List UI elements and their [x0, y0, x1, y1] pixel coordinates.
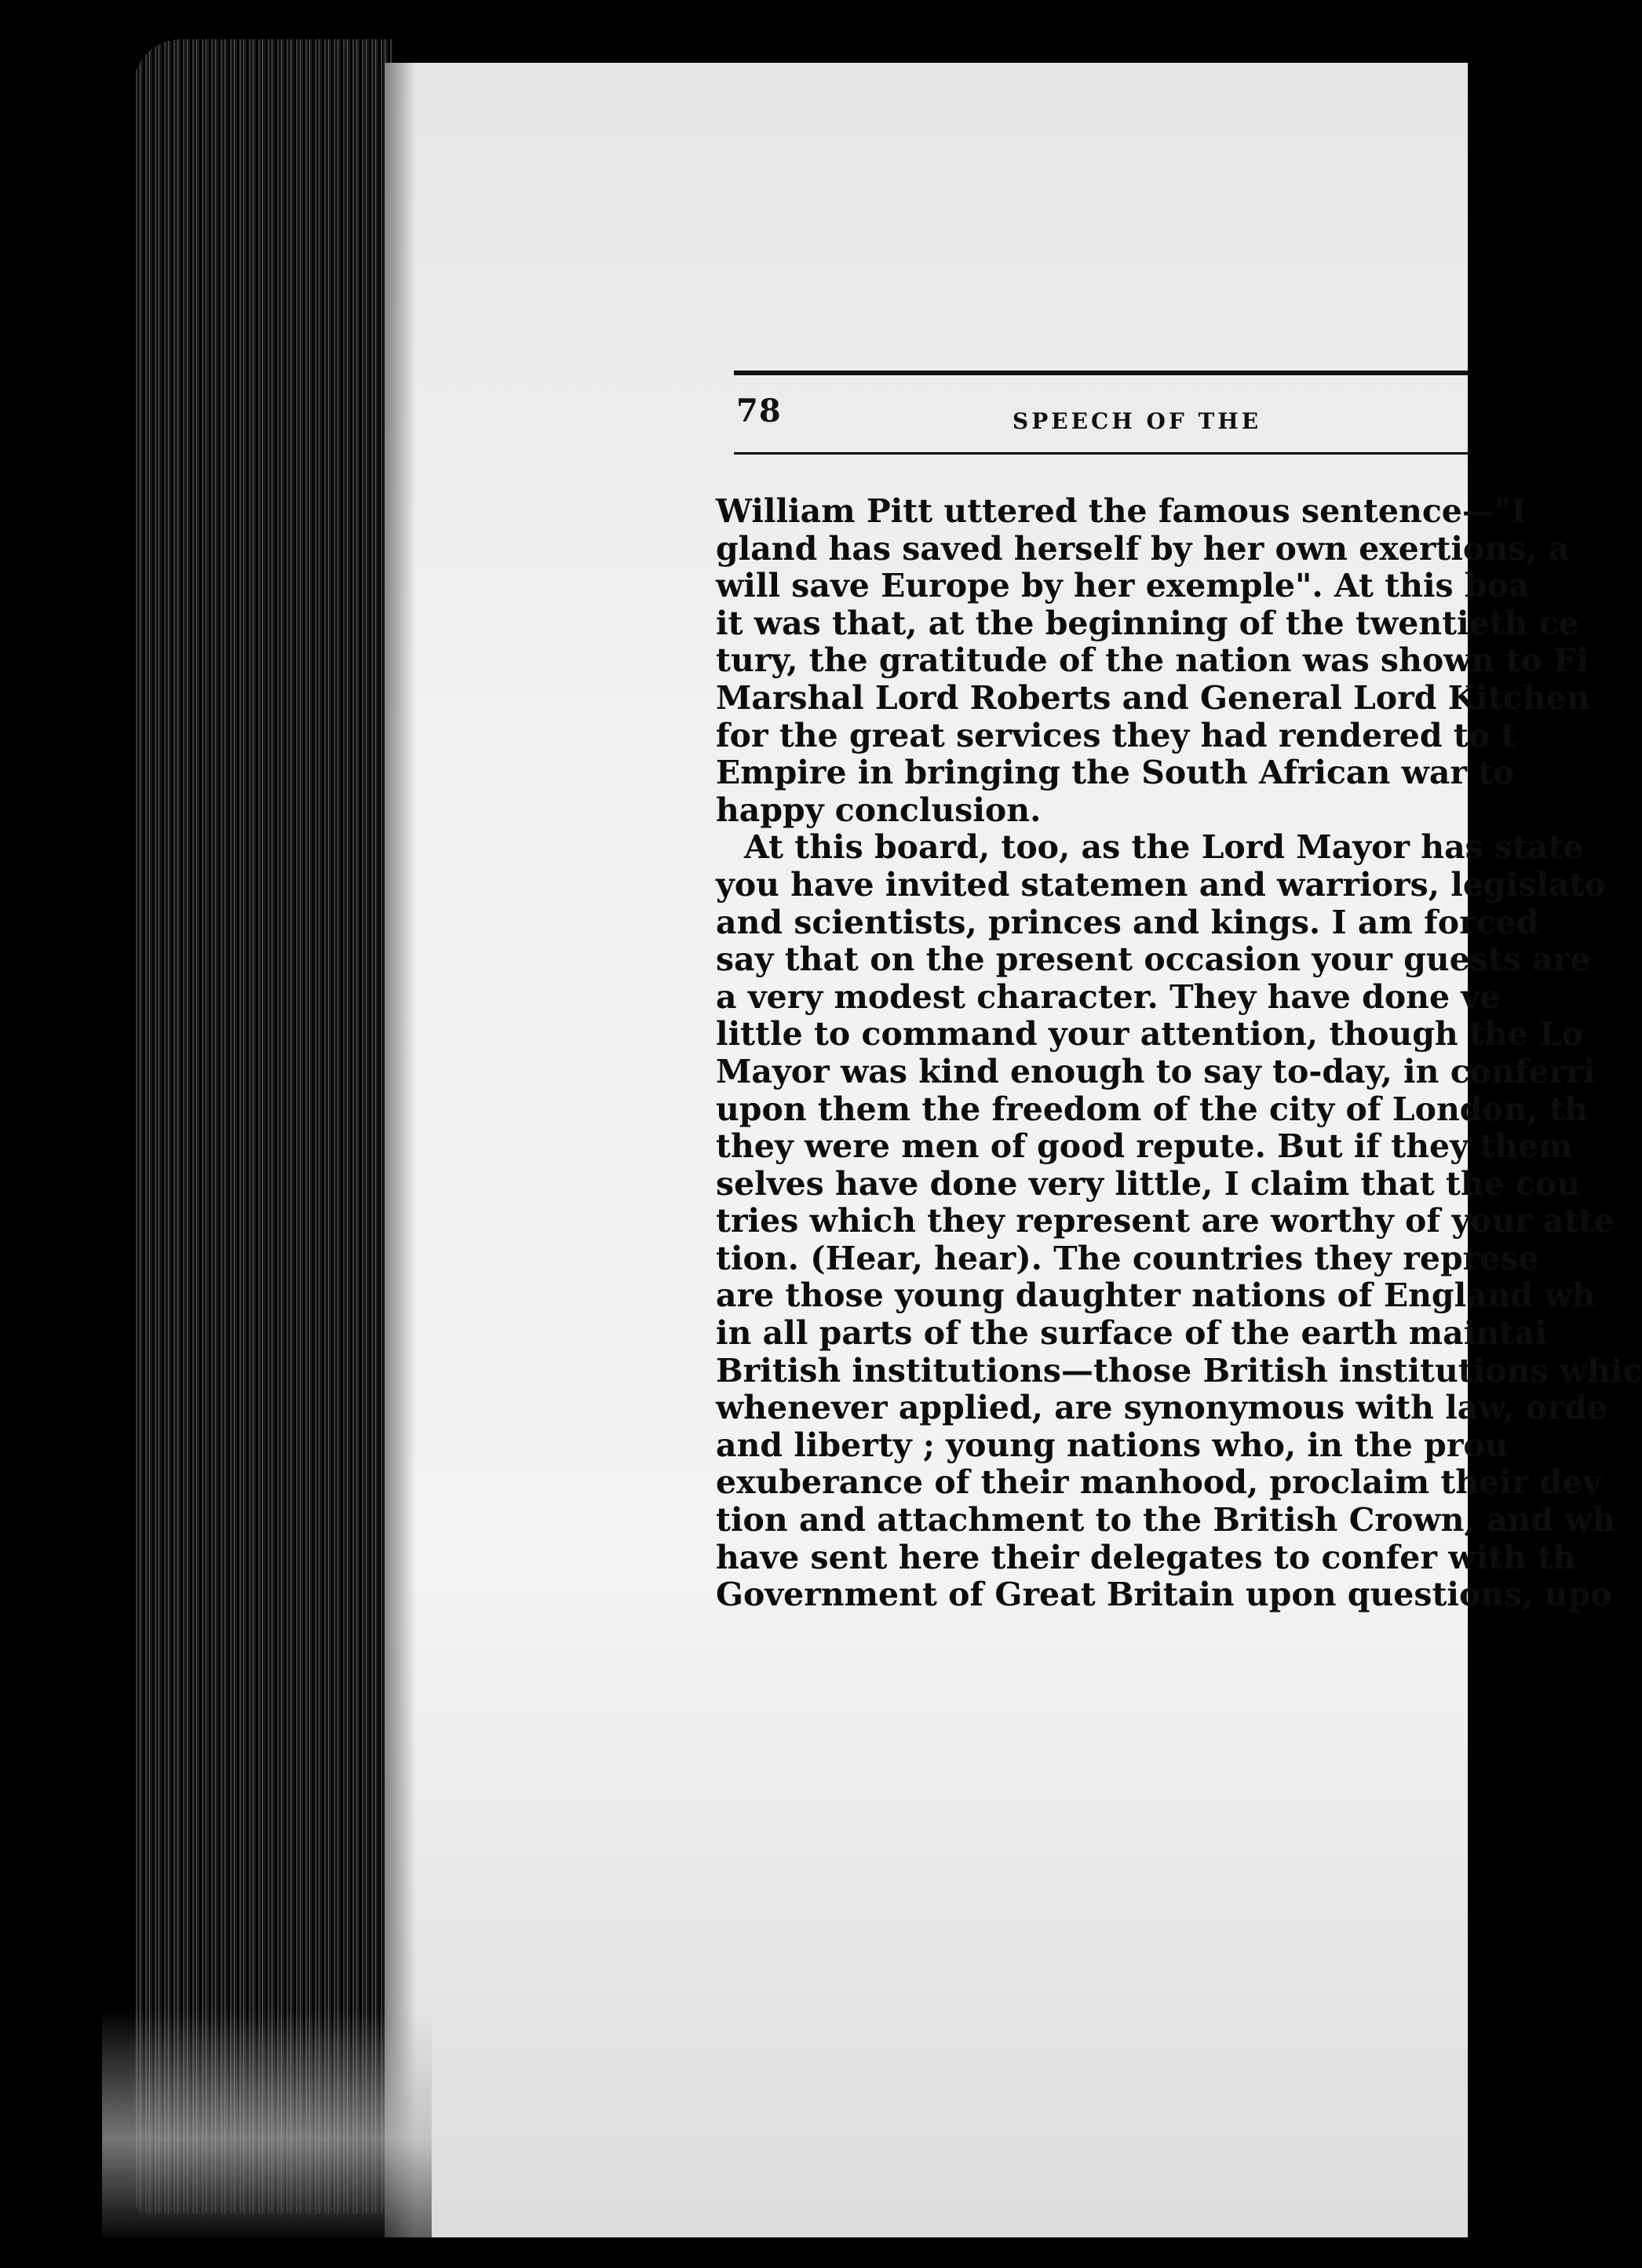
scan-border-bottom: [0, 2237, 1468, 2268]
text-line: say that on the present occasion your guests are: [716, 940, 1591, 979]
text-line: Marshal Lord Roberts and General Lord Kitchen: [716, 678, 1590, 717]
text-line: have sent here their delegates to confer with th: [716, 1538, 1576, 1576]
header-rule-bottom: [734, 452, 1468, 455]
body-text: [716, 492, 1642, 1614]
running-head: SPEECH OF THE: [1013, 408, 1262, 434]
page-edges: [133, 39, 392, 2214]
text-line: it was that, at the beginning of the twentieth ce: [716, 604, 1579, 642]
text-line: Mayor was kind enough to say to-day, in conferri: [716, 1052, 1596, 1090]
text-line: Empire in bringing the South African war to: [716, 754, 1515, 792]
text-line: William Pitt uttered the famous sentence—"I: [716, 492, 1527, 530]
text-line: will save Europe by her exemple". At this boa: [716, 567, 1530, 605]
text-line: At this board, too, as the Lord Mayor has state: [744, 828, 1584, 867]
gutter-shadow: [385, 63, 416, 2237]
text-line: are those young daughter nations of England wh: [716, 1276, 1596, 1315]
text-line: selves have done very little, I claim that the cou: [716, 1164, 1581, 1203]
text-line: upon them the freedom of the city of London, th: [716, 1090, 1588, 1128]
text-line: you have invited statemen and warriors, legislato: [716, 865, 1606, 904]
text-line: little to command your attention, though the Lo: [716, 1015, 1584, 1054]
text-line: whenever applied, are synonymous with law, orde: [716, 1389, 1607, 1427]
text-line: happy conclusion.: [716, 791, 1042, 829]
text-line: and scientists, princes and kings. I am forced: [716, 903, 1539, 941]
text-line: tion and attachment to the British Crown, and wh: [716, 1501, 1616, 1539]
text-line: tury, the gratitude of the nation was shown to Fi: [716, 641, 1589, 680]
text-line: gland has saved herself by her own exertions, a: [716, 529, 1570, 568]
text-line: and liberty ; young nations who, in the prou: [716, 1426, 1509, 1464]
text-line: they were men of good repute. But if they them: [716, 1127, 1573, 1166]
text-line: Government of Great Britain upon questions, upo: [716, 1576, 1612, 1614]
text-line: tion. (Hear, hear). The countries they represe: [716, 1239, 1539, 1277]
text-line: for the great services they had rendered to t: [716, 716, 1516, 754]
text-line: exuberance of their manhood, proclaim their dev: [716, 1463, 1602, 1502]
text-line: in all parts of the surface of the earth maintai: [716, 1314, 1548, 1353]
text-line: British institutions—those British institutions whic: [716, 1351, 1642, 1390]
text-line: a very modest character. They have done ve: [716, 977, 1501, 1016]
header-rule-top: [734, 371, 1468, 375]
page-number: 78: [736, 393, 782, 429]
text-line: tries which they represent are worthy of your atte: [716, 1202, 1615, 1240]
